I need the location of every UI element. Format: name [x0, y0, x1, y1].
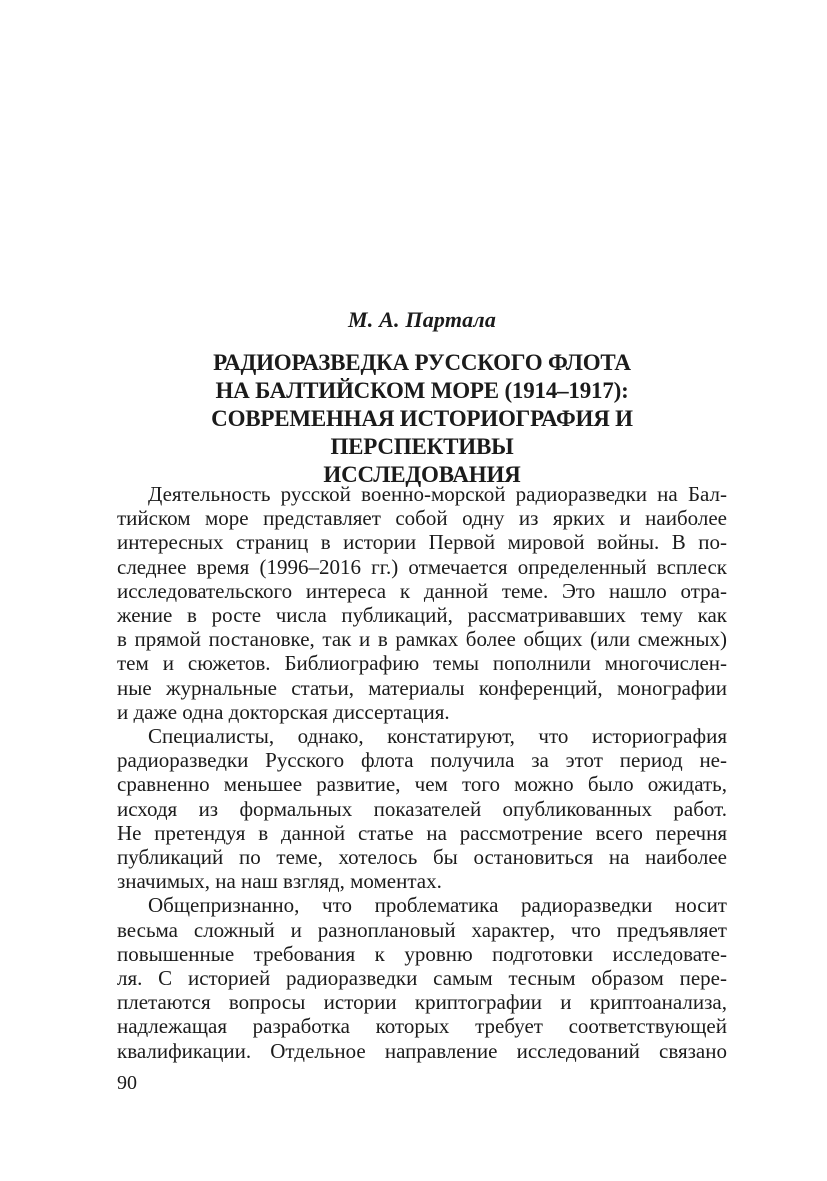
text-line: исследовательского интереса к данной теме. Это нашло отра- [117, 578, 727, 603]
text-line: тийском море представляет собой одну из ярких и наиболее [117, 506, 727, 531]
text-line: в прямой постановке, так и в рамках более общих (или смежных) [117, 627, 727, 652]
paragraph-3 [117, 893, 727, 1062]
text-line: ля. С историей радиоразведки самым тесным образом пере- [117, 966, 727, 991]
text-line: следнее время (1996–2016 гг.) отмечается определенный всплеск [117, 554, 727, 579]
author-name: М. А. Партала [347, 307, 497, 332]
text-line: сравненно меньшее развитие, чем того можно было ожидать, [117, 772, 727, 797]
text-line: повышенные требования к уровню подготовки исследовате- [117, 941, 727, 966]
text-line: значимых, на наш взгляд, моментах. [117, 869, 442, 894]
text-line: тем и сюжетов. Библиографию темы пополнили многочислен- [117, 651, 727, 676]
text-line: ные журнальные статьи, материалы конференций, монографии [117, 675, 727, 700]
text-line: публикаций по теме, хотелось бы остановиться на наиболее [117, 845, 727, 870]
title-line-2: НА БАЛТИЙСКОМ МОРЕ (1914–1917): [215, 378, 629, 403]
text-line: радиоразведки Русского флота получила за этот период не- [117, 748, 727, 773]
paragraph-1 [117, 482, 727, 724]
page-number: 90 [117, 1072, 137, 1094]
title-line-1: РАДИОРАЗВЕДКА РУССКОГО ФЛОТА [213, 350, 631, 375]
title-line-4: ИССЛЕДОВАНИЯ [323, 462, 521, 487]
text-line: квалификации. Отдельное направление исследований связано [117, 1038, 727, 1063]
text-line: Общепризнанно, что проблематика радиоразведки носит [148, 893, 727, 918]
text-line: исходя из формальных показателей опубликованных работ. [117, 796, 727, 821]
text-line: интересных страниц в истории Первой мировой войны. В по- [117, 530, 727, 555]
text-line: надлежащая разработка которых требует соответствующей [117, 1014, 727, 1039]
text-line: весьма сложный и разноплановый характер, что предъявляет [117, 917, 727, 942]
text-line: плетаются вопросы истории криптографии и криптоанализа, [117, 990, 727, 1015]
text-line: Не претендуя в данной статье на рассмотрение всего перечня [117, 820, 727, 845]
article-body [117, 482, 727, 1063]
text-line: и даже одна докторская диссертация. [117, 699, 450, 724]
title-line-3: СОВРЕМЕННАЯ ИСТОРИОГРАФИЯ И ПЕРСПЕКТИВЫ [211, 406, 633, 459]
text-line: жение в росте числа публикаций, рассматривавших тему как [117, 603, 727, 628]
text-line: Специалисты, однако, констатируют, что историография [148, 724, 727, 749]
article-title [117, 349, 727, 489]
paragraph-2 [117, 724, 727, 893]
text-line: Деятельность русской военно-морской радиоразведки на Бал- [148, 482, 727, 506]
